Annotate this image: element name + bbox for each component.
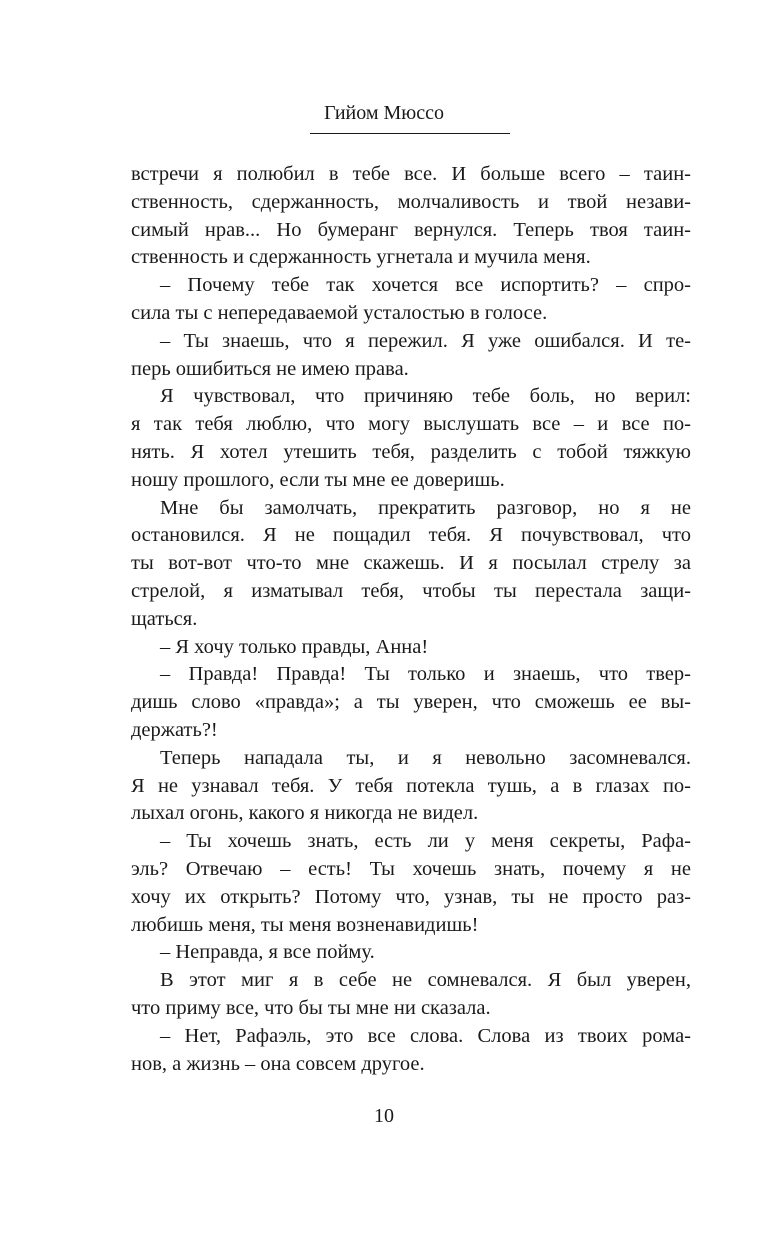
text-line: любишь меня, ты меня возненавидишь! <box>131 913 479 936</box>
text-line: что приму все, что бы ты мне ни сказала. <box>131 996 491 1019</box>
text-line: держать?! <box>131 718 218 741</box>
text-line: нять. Я хотел утешить тебя, разделить с тобой тяжкую <box>131 440 691 463</box>
running-head-author: Гийом Мюссо <box>324 102 444 124</box>
text-line: ношу прошлого, если ты мне ее доверишь. <box>131 468 505 491</box>
text-line: В этот миг я в себе не сомневался. Я был уверен, <box>160 969 691 992</box>
text-line: дишь слово «правда»; а ты уверен, что сможешь ее вы- <box>131 691 691 714</box>
text-line: лыхал огонь, какого я никогда не видел. <box>131 802 479 825</box>
text-line: – Неправда, я все пойму. <box>160 941 375 964</box>
text-line: ственность, сдержанность, молчаливость и твой незави- <box>131 190 691 213</box>
text-line: эль? Отвечаю – есть! Ты хочешь знать, почему я не <box>131 857 691 880</box>
text-line: стрелой, я изматывал тебя, чтобы ты перестала защи- <box>131 579 691 602</box>
text-line: – Ты хочешь знать, есть ли у меня секреты, Рафа- <box>160 830 691 853</box>
text-line: нов, а жизнь – она совсем другое. <box>131 1052 425 1075</box>
text-line: перь ошибиться не имею права. <box>131 357 409 380</box>
page-number: 10 <box>374 1105 394 1127</box>
text-line: ты вот-вот что-то мне скажешь. И я посылал стрелу за <box>131 552 691 575</box>
text-line: – Нет, Рафаэль, это все слова. Слова из твоих рома- <box>160 1024 691 1047</box>
text-line: – Ты знаешь, что я пережил. Я уже ошибался. И те- <box>160 329 691 352</box>
text-line: – Я хочу только правды, Анна! <box>160 635 429 658</box>
text-line: встречи я полюбил в тебе все. И больше всего – таин- <box>131 163 691 185</box>
text-line: сила ты с непередаваемой усталостью в голосе. <box>131 301 548 324</box>
text-line: щаться. <box>131 607 198 630</box>
text-line: хочу их открыть? Потому что, узнав, ты не просто раз- <box>131 885 691 908</box>
text-line: Я не узнавал тебя. У тебя потекла тушь, а в глазах по- <box>131 774 691 797</box>
text-line: – Почему тебе так хочется все испортить? – спро- <box>160 274 691 297</box>
text-line: остановился. Я не пощадил тебя. Я почувствовал, что <box>131 524 691 547</box>
text-line: Теперь нападала ты, и я невольно засомневался. <box>160 746 691 769</box>
text-line: – Правда! Правда! Ты только и знаешь, что твер- <box>160 663 691 686</box>
body-text <box>131 161 691 1078</box>
text-line: ственность и сдержанность угнетала и мучила меня. <box>131 246 591 269</box>
text-line: Я чувствовал, что причиняю тебе боль, но верил: <box>160 385 691 408</box>
text-line: я так тебя люблю, что могу выслушать все – и все по- <box>131 413 691 436</box>
text-line: симый нрав... Но бумеранг вернулся. Теперь твоя таин- <box>131 218 691 241</box>
header-rule <box>310 133 510 134</box>
text-line: Мне бы замолчать, прекратить разговор, но я не <box>160 496 691 519</box>
